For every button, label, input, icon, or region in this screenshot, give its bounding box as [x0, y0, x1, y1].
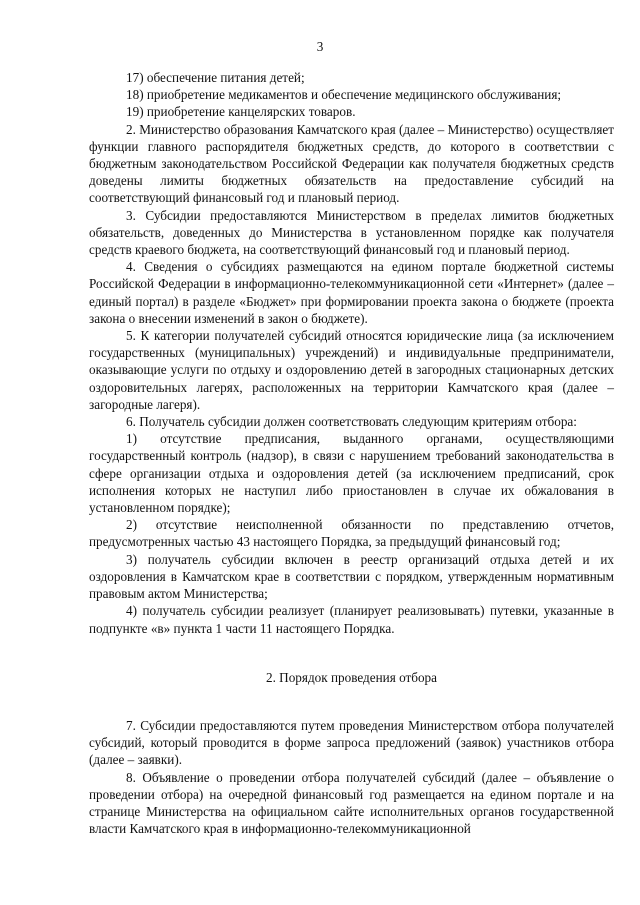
list-item-19: 19) приобретение канцелярских товаров. — [126, 104, 356, 120]
list-item-17: 17) обеспечение питания детей; — [126, 70, 305, 85]
paragraph-7: 7. Субсидии предоставляются путем проведения Министерством отбора получателей субсидий, который проводится в форме запроса предложений (заявок) участников отбора (далее – заявки). — [89, 717, 614, 768]
criterion-2: 2) отсутствие неисполненной обязанности по представлению отчетов, предусмотренных частью 43 настоящего Порядка, за предыдущий финансовый год; — [89, 517, 614, 550]
list-item-18: 18) приобретение медикаментов и обеспечение медицинского обслуживания; — [126, 87, 562, 103]
criterion-3: 3) получатель субсидии включен в реестр организаций отдыха детей и их оздоровления в Камчатском крае в соответствии с порядком, утвержденным нормативным правовым актом Министерства; — [89, 551, 614, 602]
paragraph-2: 2. Министерство образования Камчатского края (далее – Министерство) осуществляет функции главного распорядителя бюджетных средств, до которого в соответствии с бюджетным законодательством Российской Федерации как получателя бюджетных средств доведены лимиты бюджетных обязательств на предоставление субсидий на соответствующий финансовый год и плановый период. — [89, 121, 614, 206]
criterion-1: 1) отсутствие предписания, выданного органами, осуществляющими государственный контроль (надзор), в связи с нарушением требований законодательства в сфере организации отдыха и оздоровления детей (за исключением предписаний, срок исполнения которых не наступил либо приостановлен в случае их обжалования в установленном порядке); — [89, 431, 614, 516]
paragraph-4: 4. Сведения о субсидиях размещаются на едином портале бюджетной системы Российской Федерации в информационно-телекоммуникационной сети «Интернет» (далее – единый портал) в разделе «Бюджет» при формировании проекта закона о бюджете (проекта закона о внесении изменений в закон о бюджете). — [89, 259, 614, 326]
criterion-4: 4) получатель субсидии реализует (планирует реализовывать) путевки, указанные в подпункте «в» пункта 1 части 11 настоящего Порядка. — [89, 603, 614, 636]
paragraph-6: 6. Получатель субсидии должен соответствовать следующим критериям отбора: — [126, 414, 577, 430]
paragraph-8: 8. Объявление о проведении отбора получателей субсидий (далее – объявление о проведении отбора) на очередной финансовый год размещается на едином портале и на странице Министерства на официальном сайте исполнительных органов государственной власти Камчатского края в информационно-телекоммуникационной — [89, 769, 614, 837]
page-number: 3 — [316, 39, 324, 54]
paragraph-5: 5. К категории получателей субсидий относятся юридические лица (за исключением государственных (муниципальных) учреждений) и индивидуальные предприниматели, оказывающие услуги по отдыху и оздоровлению детей в загородных стационарных детских оздоровительных лагерях, расположенных на территории Камчатского края (далее – загородные лагеря). — [89, 328, 614, 412]
document-body — [89, 69, 614, 837]
section-heading: 2. Порядок проведения отбора — [265, 669, 438, 685]
paragraph-3: 3. Субсидии предоставляются Министерством в пределах лимитов бюджетных обязательств, доведенных до Министерства в установленном порядке как получателя средств краевого бюджета, на соответствующий финансовый год и плановый период. — [89, 207, 614, 258]
